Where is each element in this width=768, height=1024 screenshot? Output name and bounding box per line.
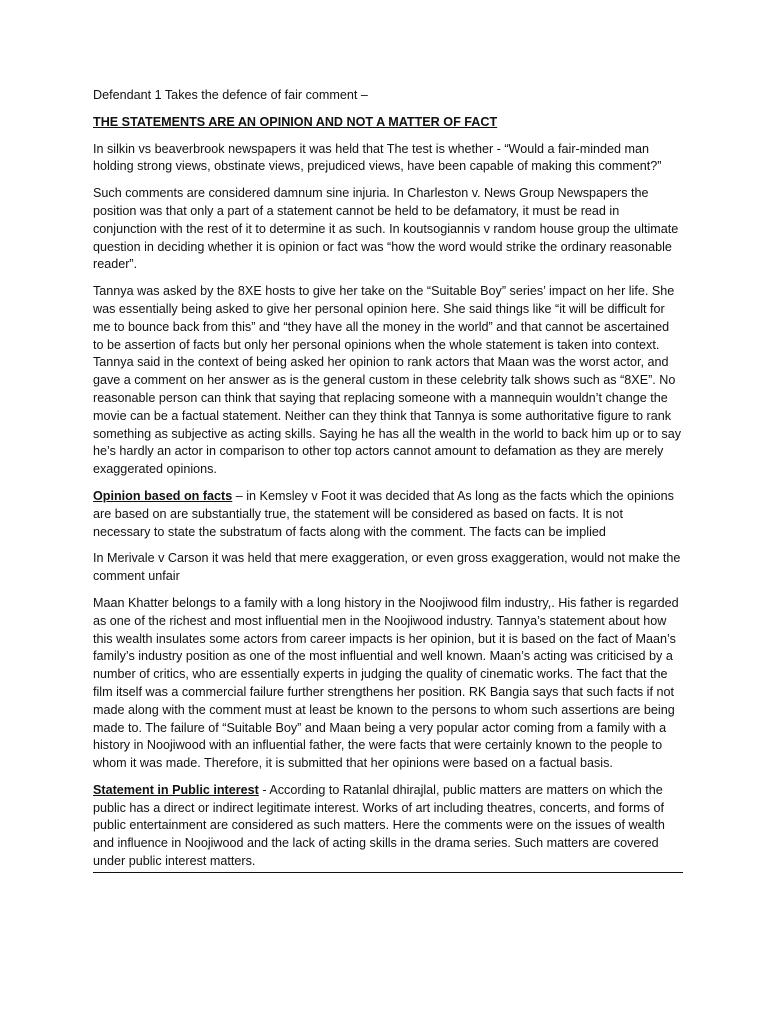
main-heading: THE STATEMENTS ARE AN OPINION AND NOT A MATTER OF FACT [93, 114, 498, 129]
paragraph-maan: Maan Khatter belongs to a family with a long history in the Noojiwood film industry,. His father is regarded as one of the richest and most influential men in the Noojiwood industry. Tannya’s statement about how this wealth insulates some actors from career impacts is her opinion, but it is based on the fact of Maan’s family’s industry position as one of the most influential and well known. Maan’s acting was criticised by a number of critics, who are essentially experts in judging the quality of cinematic works. The fact that the film itself was a commercial failure further strengthens her position. RK Bangia says that such facts if not made along with the comment must at least be known to the persons to whom such assertions are being made to. The failure of “Suitable Boy” and Maan being a very popular actor coming from a family with a history in Noojiwood with an influential father, the were facts that were certainly known to the people to whom it was made. Therefore, it is submitted that her opinions were based on a factual basis. [93, 595, 679, 771]
public-interest-subheading: Statement in Public interest [93, 782, 259, 797]
facts-subheading: Opinion based on facts [93, 488, 233, 503]
paragraph-facts [93, 488, 683, 541]
paragraph-damnum: Such comments are considered damnum sine injuria. In Charleston v. News Group Newspapers the position was that only a part of a statement cannot be held to be defamatory, it must be read in conjunction with the rest of it to determine it as such. In koutsogiannis v random house group the ultimate question in deciding whether it is opinion or fact was “how the word would strike the ordinary reasonable reader”. [93, 186, 679, 272]
paragraph-tannya: Tannya was asked by the 8XE hosts to give her take on the “Suitable Boy” series’ impact on her life. She was essentially being asked to give her personal opinion here. She said things like “it will be difficult for me to bounce back from this” and “they have all the money in the world” and that cannot be ascertained to be assertion of facts but only her personal opinions when the whole statement is taken into context. Tannya said in the context of being asked her opinion to rank actors that Maan was the worst actor, and gave a comment on her answer as is the general custom in these celebrity talk shows such as “8XE”. No reasonable person can think that saying that replacing someone with a mannequin wouldn’t change the movie can be a factual statement. Neither can they think that Tannya is some authoritative figure to rank something as subjective as acting skills. Saying he has all the wealth in the world to back him up or to say he’s hardly an actor in comparison to other top actors cannot amount to defamation as they are merely exaggerated opinions. [93, 284, 682, 477]
paragraph-merivale: In Merivale v Carson it was held that mere exaggeration, or even gross exaggeration, would not make the comment unfair [93, 551, 681, 584]
document-page [93, 87, 683, 882]
intro-line: Defendant 1 Takes the defence of fair comment – [93, 88, 368, 102]
paragraph-public-interest [93, 782, 683, 873]
facts-body: – in Kemsley v Foot it was decided that As long as the facts which the opinions are based on are substantially true, the statement will be considered as based on facts. It is not necessary to state the substratum of facts along with the comment. The facts can be implied [93, 488, 674, 539]
paragraph-silkin: In silkin vs beaverbrook newspapers it was held that The test is whether - “Would a fair-minded man holding strong views, obstinate views, prejudiced views, have been capable of making this comment?” [93, 141, 662, 174]
public-interest-body: - According to Ratanlal dhirajlal, public matters are matters on which the public has a direct or indirect legitimate interest. Works of art including theatres, concerts, and forms of public entertainment are considered as such matters. Here the comments were on the issues of wealth and influence in Noojiwood and the lack of acting skills in the drama series. Such matters are covered under public interest matters. [93, 782, 665, 869]
